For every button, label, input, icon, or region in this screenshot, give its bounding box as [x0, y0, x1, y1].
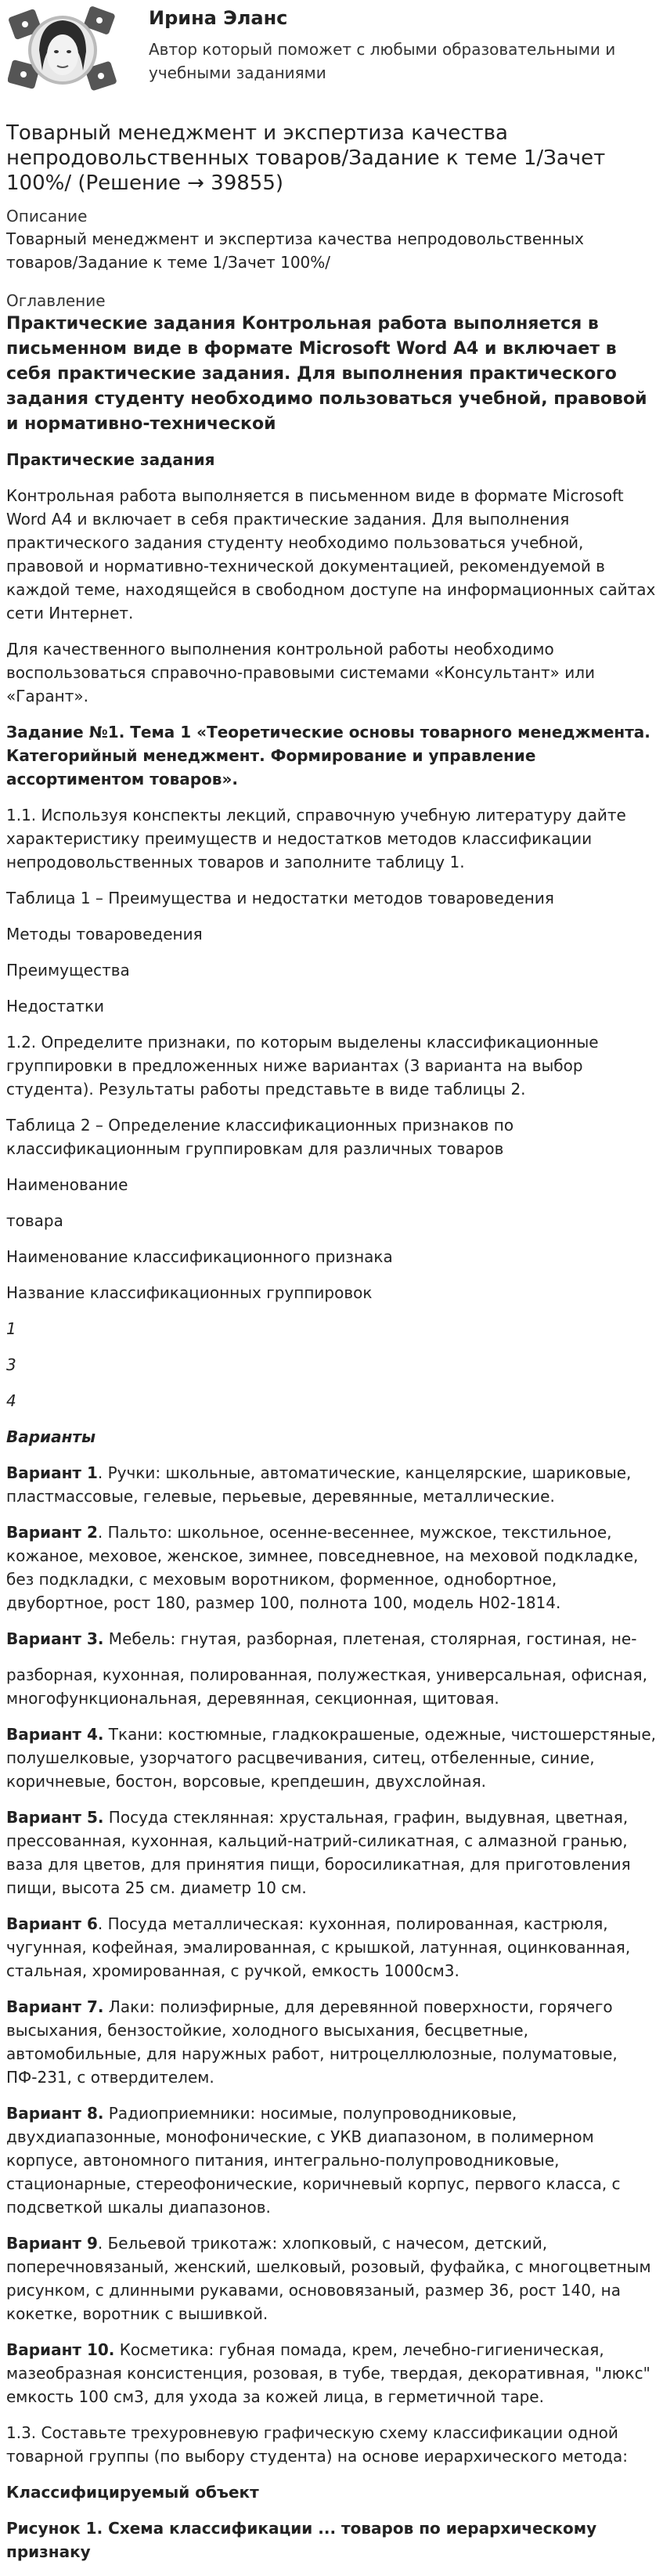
variant-9 — [6, 2231, 657, 2325]
variant-text: Мебель: гнутая, разборная, плетеная, столярная, гостиная, не- — [103, 1629, 637, 1648]
variant-5 — [6, 1806, 657, 1900]
table2-row: 1 — [6, 1319, 16, 1338]
table1-header-advantages: Преимущества — [6, 961, 130, 980]
variant-text: Посуда стеклянная: хрустальная, графин, выдувная, цветная, прессованная, кухонная, кальций-натрий-силикатная, с алмазной гранью, ваза для цветов, для принятия пищи, боросиликатная, для приготовления пищи, высота 25 см. диаметр 10 см. — [6, 1808, 631, 1897]
table2-header-name-a: Наименование — [6, 1175, 128, 1194]
classified-object: Классифицируемый объект — [6, 2483, 259, 2502]
variant-text: . Посуда металлическая: кухонная, полированная, кастрюля, чугунная, кофейная, эмалированная, с крышкой, латунная, оцинкованная, стальная, хромированная, с ручкой, емкость 1000см3. — [6, 1914, 631, 1980]
variant-3-continued: разборная, кухонная, полированная, полужесткая, универсальная, офисная, многофункциональная, деревянная, секционная, щитовая. — [6, 1665, 647, 1708]
variant-label: Вариант 2 — [6, 1523, 98, 1542]
table2-caption: Таблица 2 – Определение классификационных признаков по классификационным группировкам для различных товаров — [6, 1116, 514, 1158]
variant-label: Вариант 6 — [6, 1914, 98, 1933]
section-heading: Практические задания — [6, 450, 215, 469]
variant-10 — [6, 2338, 657, 2408]
author-name[interactable]: Ирина Эланс — [149, 7, 288, 29]
page-title: Товарный менеджмент и экспертиза качества непродовольственных товаров/Задание к теме 1/Зачет 100%/ (Решение → 39855) — [6, 121, 606, 195]
variant-text: Радиоприемники: носимые, полупроводниковые, двухдиапазонные, монофонические, с УКВ диапазоном, в полимерном корпусе, автономного питания, интегрально-полупроводниковые, стационарные, стереофонические, коричневый корпус, первого класса, с подсветкой шкалы диапазонов. — [6, 2104, 621, 2217]
intro-paragraph: Контрольная работа выполняется в письменном виде в формате Microsoft Word A4 и включает в себя практические задания. Для выполнения практического задания студенту необходимо пользоваться учебной, правовой и нормативно-технической документацией, рекомендуемой в каждой теме, находящейся в свободном доступе на информационных сайтах сети Интернет. — [6, 486, 656, 622]
variant-label: Вариант 9 — [6, 2234, 98, 2253]
variant-label: Вариант 8. — [6, 2104, 104, 2123]
variant-label: Вариант 7. — [6, 1997, 104, 2016]
variant-label: Вариант 5. — [6, 1808, 104, 1827]
table1-header-disadvantages: Недостатки — [6, 997, 105, 1016]
variant-text: . Ручки: школьные, автоматические, канцелярские, шариковые, пластмассовые, гелевые, перьевые, деревянные, металлические. — [6, 1463, 632, 1506]
variant-text: . Бельевой трикотаж: хлопковый, с начесом, детский, поперечновязаный, женский, шелковый, розовый, фуфайка, с многоцветным рисунком, с длинными рукавами, основовязаный, размер 36, рост 140, на кокетке, воротник с вышивкой. — [6, 2234, 651, 2323]
description-text: Товарный менеджмент и экспертиза качества непродовольственных товаров/Задание к теме 1/Зачет 100%/ — [6, 229, 584, 272]
author-card — [6, 0, 657, 106]
variant-label: Вариант 1 — [6, 1463, 98, 1482]
variant-label: Вариант 10. — [6, 2340, 115, 2359]
toc-heading: Практические задания Контрольная работа выполняется в письменном виде в формате Microsoft Word A4 и включает в себя практические задания. Для выполнения практического задания студенту необходимо пользоваться учебной, правовой и нормативно-технической — [6, 314, 647, 434]
table2-row: 3 — [6, 1355, 16, 1374]
variant-3 — [6, 1627, 657, 1651]
author-info — [149, 6, 618, 85]
variant-text: . Пальто: школьное, осенне-весеннее, мужское, текстильное, кожаное, меховое, женское, зимнее, повседневное, на меховой подкладке, без подкладки, с меховым воротником, форменное, однобортное, двубортное, рост 180, размер 100, полнота 100, модель Н02-1814. — [6, 1523, 639, 1612]
variant-label: Вариант 4. — [6, 1725, 104, 1744]
task-1-2: 1.2. Определите признаки, по которым выделены классификационные группировки в предложенных ниже вариантах (3 варианта на выбор студента). Результаты работы представьте в виде таблицы 2. — [6, 1033, 599, 1099]
table2-row: 4 — [6, 1391, 16, 1410]
variant-text: Косметика: губная помада, крем, лечебно-гигиеническая, мазеобразная консистенция, розовая, в тубе, твердая, декоративная, "люкс" емкость 100 см3, для ухода за кожей лица, в герметичной таре. — [6, 2340, 650, 2406]
table2-header-groups: Название классификационных группировок — [6, 1283, 373, 1302]
variant-4 — [6, 1723, 657, 1793]
table2-header-name-b: товара — [6, 1211, 63, 1230]
task-heading: Задание №1. Тема 1 «Теоретические основы товарного менеджмента. Категорийный менеджмент. Формирование и управление ассортиментом товаров». — [6, 723, 650, 788]
task-1-3: 1.3. Составьте трехуровневую графическую схему классификации одной товарной группы (по выбору студента) на основе иерархического метода: — [6, 2423, 629, 2466]
variant-text: Лаки: полиэфирные, для деревянной поверхности, горячего высыхания, бензостойкие, холодного высыхания, бесцветные, автомобильные, для наружных работ, нитроцеллюлозные, полуматовые, ПФ-231, с отвердителем. — [6, 1997, 618, 2087]
figure-caption: Рисунок 1. Схема классификации ... товаров по иерархическому признаку — [6, 2519, 597, 2561]
variant-6 — [6, 1912, 657, 1983]
variant-7 — [6, 1995, 657, 2089]
task-1-1: 1.1. Используя конспекты лекций, справочную учебную литературу дайте характеристику преимуществ и недостатков методов классификации непродовольственных товаров и заполните таблицу 1. — [6, 806, 626, 871]
variant-8 — [6, 2102, 657, 2219]
table2-header-feature: Наименование классификационного признака — [6, 1247, 393, 1266]
table1-caption: Таблица 1 – Преимущества и недостатки методов товароведения — [6, 889, 554, 907]
variant-2 — [6, 1521, 657, 1615]
variants-heading: Варианты — [6, 1427, 96, 1446]
author-description: Автор который поможет с любыми образовательными и учебными заданиями — [149, 40, 616, 82]
variant-text: Ткани: костюмные, гладкокрашеные, одежные, чистошерстяные, полушелковые, узорчатого расцвечивания, ситец, отбеленные, синие, коричневые, бостон, ворсовые, крепдешин, двухслойная. — [6, 1725, 656, 1791]
table1-header-methods: Методы товароведения — [6, 925, 203, 943]
description-label: Описание — [6, 207, 88, 225]
intro-paragraph-2: Для качественного выполнения контрольной работы необходимо воспользоваться справочно-правовыми системами «Консультант» или «Гарант». — [6, 640, 595, 705]
author-avatar[interactable] — [8, 5, 117, 97]
variant-1 — [6, 1461, 657, 1508]
variant-label: Вариант 3. — [6, 1629, 104, 1648]
avatar-image — [8, 5, 117, 97]
toc-label: Оглавление — [6, 291, 106, 310]
